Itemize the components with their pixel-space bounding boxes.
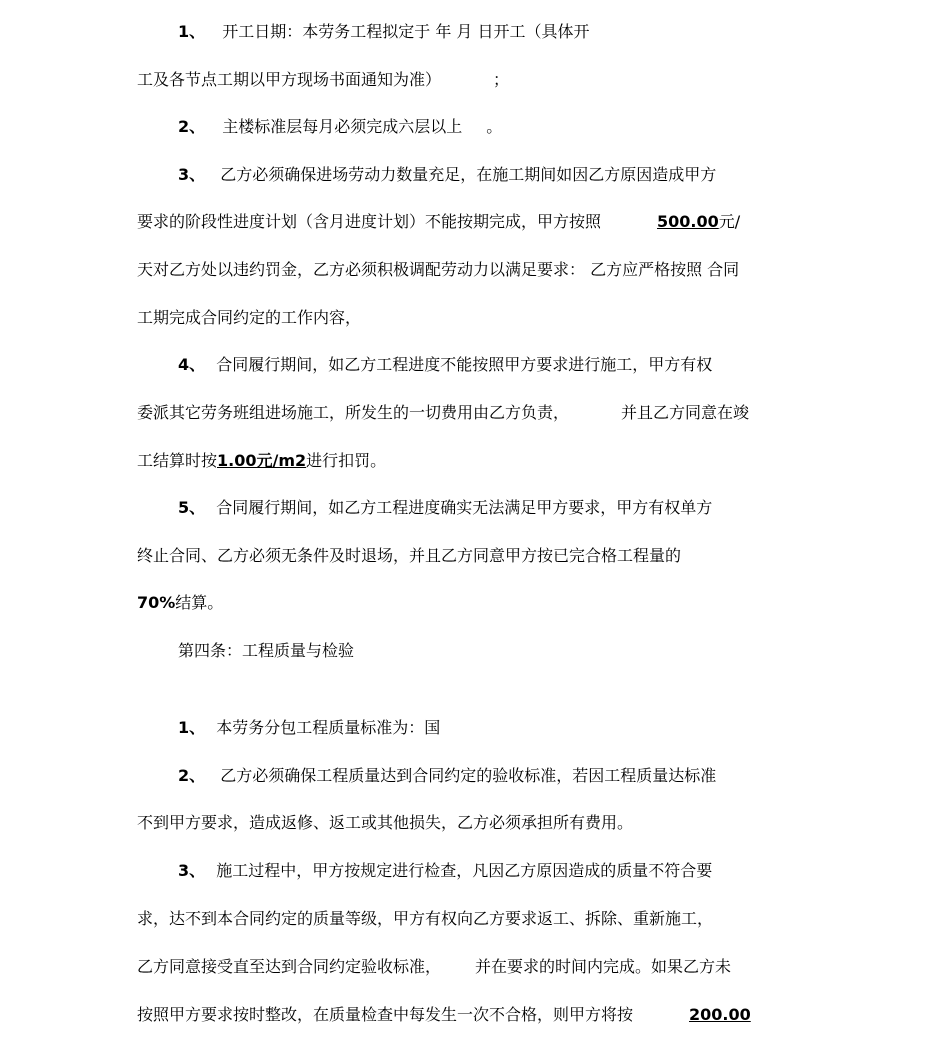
section-title: 第四条：工程质量与检验: [178, 641, 355, 660]
clause-text: 结算。: [175, 593, 224, 612]
clause-tail: 。: [486, 117, 503, 136]
clause-line: [137, 451, 386, 471]
clause-text: 终止合同、乙方必须无条件及时退场，并且乙方同意甲方按已完合格工程量的: [137, 546, 682, 565]
deduction-rate: 1.00元/m2: [217, 451, 307, 470]
clause-text: 乙方同意接受直至达到合同约定验收标准，: [137, 957, 442, 976]
clause-line: [178, 718, 440, 738]
clause-line: [178, 117, 502, 137]
clause-text: 按照甲方要求按时整改，在质量检查中每发生一次不合格，则甲方将按: [137, 1005, 634, 1024]
clause-text: 合同履行期间，如乙方工程进度确实无法满足甲方要求，甲方有权单方: [216, 498, 713, 517]
clause-line: [137, 212, 740, 232]
clause-text: 开工日期：本劳务工程拟定于 年 月 日开工（具体开: [222, 22, 590, 41]
clause-line: [137, 70, 509, 90]
clause-tail: 进行扣罚。: [306, 451, 387, 470]
penalty-amount: 500.00: [657, 212, 719, 231]
clause-line: [137, 260, 739, 280]
clause-line: [137, 546, 681, 566]
clause-line: [137, 1005, 751, 1025]
section-heading: [178, 641, 354, 661]
clause-line: [137, 909, 713, 929]
clause-line: [137, 308, 361, 328]
clause-tail: 元/: [718, 212, 741, 231]
clause-number: 2、: [178, 117, 206, 136]
clause-number: 1、: [178, 718, 206, 737]
clause-line: [137, 813, 633, 833]
clause-text: 本劳务分包工程质量标准为：国: [216, 718, 441, 737]
clause-text: 合同履行期间，如乙方工程进度不能按照甲方要求进行施工，甲方有权: [216, 355, 713, 374]
clause-number: 3、: [178, 165, 206, 184]
settlement-percent: 70%: [137, 593, 176, 612]
clause-text: 不到甲方要求，造成返修、返工或其他损失，乙方必须承担所有费用。: [137, 813, 634, 832]
clause-text: 要求的阶段性进度计划（含月进度计划）不能按期完成，甲方按照: [137, 212, 602, 231]
clause-text: 施工过程中，甲方按规定进行检查，凡因乙方原因造成的质量不符合要: [216, 861, 713, 880]
clause-text: 主楼标准层每月必须完成六层以上: [222, 117, 463, 136]
clause-line: [178, 498, 712, 518]
clause-line: [178, 861, 712, 881]
clause-line: [137, 593, 223, 613]
clause-text: 乙方必须确保工程质量达到合同约定的验收标准，若因工程质量达标准: [220, 766, 717, 785]
clause-text: 乙方必须确保进场劳动力数量充足，在施工期间如因乙方原因造成甲方: [220, 165, 717, 184]
clause-tail: ；: [493, 70, 510, 89]
clause-text: 委派其它劳务班组进场施工，所发生的一切费用由乙方负责，: [137, 403, 570, 422]
clause-tail: 并在要求的时间内完成。如果乙方未: [475, 957, 732, 976]
clause-line: [178, 355, 712, 375]
clause-head: 工结算时按: [137, 451, 218, 470]
clause-tail: 并且乙方同意在竣: [621, 403, 750, 422]
clause-number: 4、: [178, 355, 206, 374]
clause-line: [137, 957, 731, 977]
clause-line: [178, 165, 716, 185]
clause-line: [178, 766, 716, 786]
clause-line: [178, 22, 590, 42]
clause-text: 求，达不到本合同约定的质量等级，甲方有权向乙方要求返工、拆除、重新施工，: [137, 909, 714, 928]
clause-line: [137, 403, 749, 423]
clause-number: 1、: [178, 22, 206, 41]
clause-number: 2、: [178, 766, 206, 785]
clause-number: 3、: [178, 861, 206, 880]
clause-number: 5、: [178, 498, 206, 517]
clause-text: 工期完成合同约定的工作内容，: [137, 308, 362, 327]
clause-text: 工及各节点工期以甲方现场书面通知为准）: [137, 70, 442, 89]
clause-text: 天对乙方处以违约罚金，乙方必须积极调配劳动力以满足要求： 乙方应严格按照 合同: [137, 260, 740, 279]
penalty-amount: 200.00: [689, 1005, 751, 1024]
